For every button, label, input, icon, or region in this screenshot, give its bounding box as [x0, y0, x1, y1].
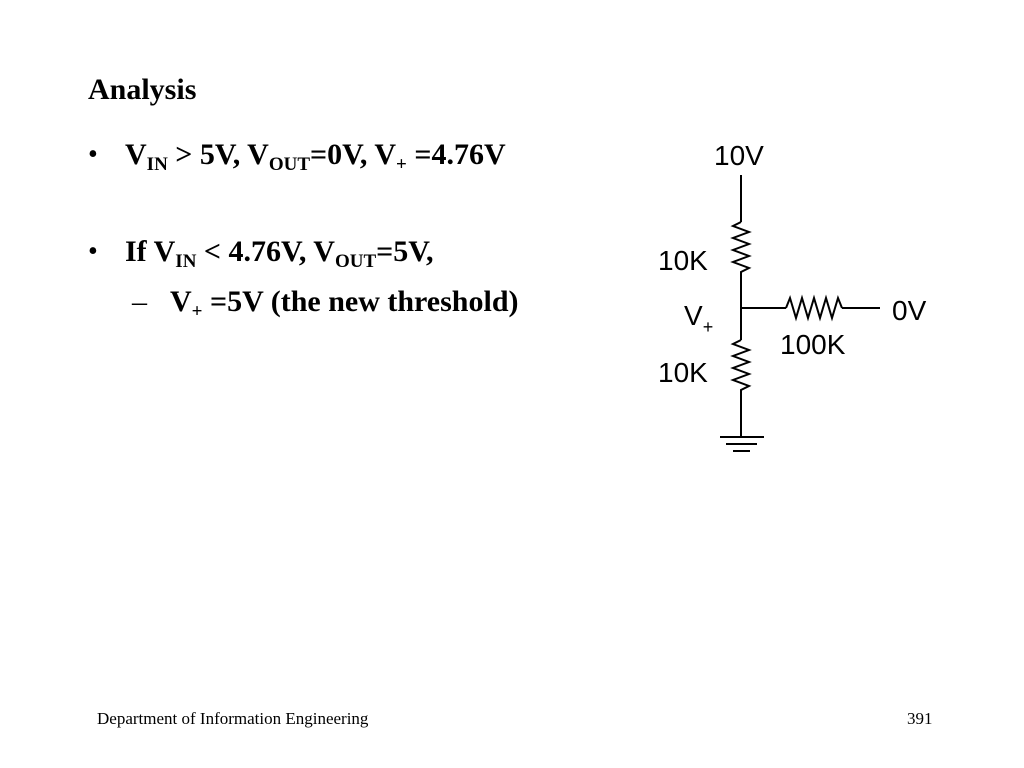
footer-page-number: 391 — [907, 709, 933, 728]
node-label-sub: + — [702, 317, 714, 337]
output-voltage-label: 0V — [892, 295, 927, 326]
bullet-text: V — [125, 138, 147, 171]
bullet-text: > 5V, V — [167, 138, 269, 171]
top-resistor-label: 10K — [658, 245, 708, 276]
subscript-plus: + — [396, 154, 407, 175]
resistor-top-symbol — [733, 222, 749, 276]
bullet-text: < 4.76V, V — [196, 235, 335, 268]
bullet-marker: • — [88, 236, 98, 267]
bullet-text: =5V (the new threshold) — [202, 285, 519, 318]
sub-bullet-marker: – — [132, 285, 147, 318]
footer-department: Department of Information Engineering — [97, 709, 369, 728]
node-label — [684, 300, 713, 337]
node-label-v: V — [684, 300, 703, 331]
bullet-text: =4.76V — [406, 138, 506, 171]
bullet-text: =0V, V — [310, 138, 397, 171]
resistor-feedback-symbol — [786, 298, 842, 318]
resistor-bottom-symbol — [733, 340, 749, 394]
bottom-resistor-label: 10K — [658, 357, 708, 388]
bullet-text: V — [170, 285, 192, 318]
feedback-resistor-label: 100K — [780, 329, 846, 360]
bullet-text: =5V, — [376, 235, 434, 268]
supply-voltage-label: 10V — [714, 140, 764, 171]
subscript-out: OUT — [268, 154, 310, 175]
subscript-out: OUT — [334, 251, 377, 272]
subscript-in: IN — [175, 251, 197, 272]
subscript-plus: + — [191, 301, 203, 322]
subscript-in: IN — [146, 154, 168, 175]
bullet-text: If V — [125, 235, 176, 268]
slide-title: Analysis — [88, 73, 197, 106]
bullet-marker: • — [88, 139, 98, 170]
